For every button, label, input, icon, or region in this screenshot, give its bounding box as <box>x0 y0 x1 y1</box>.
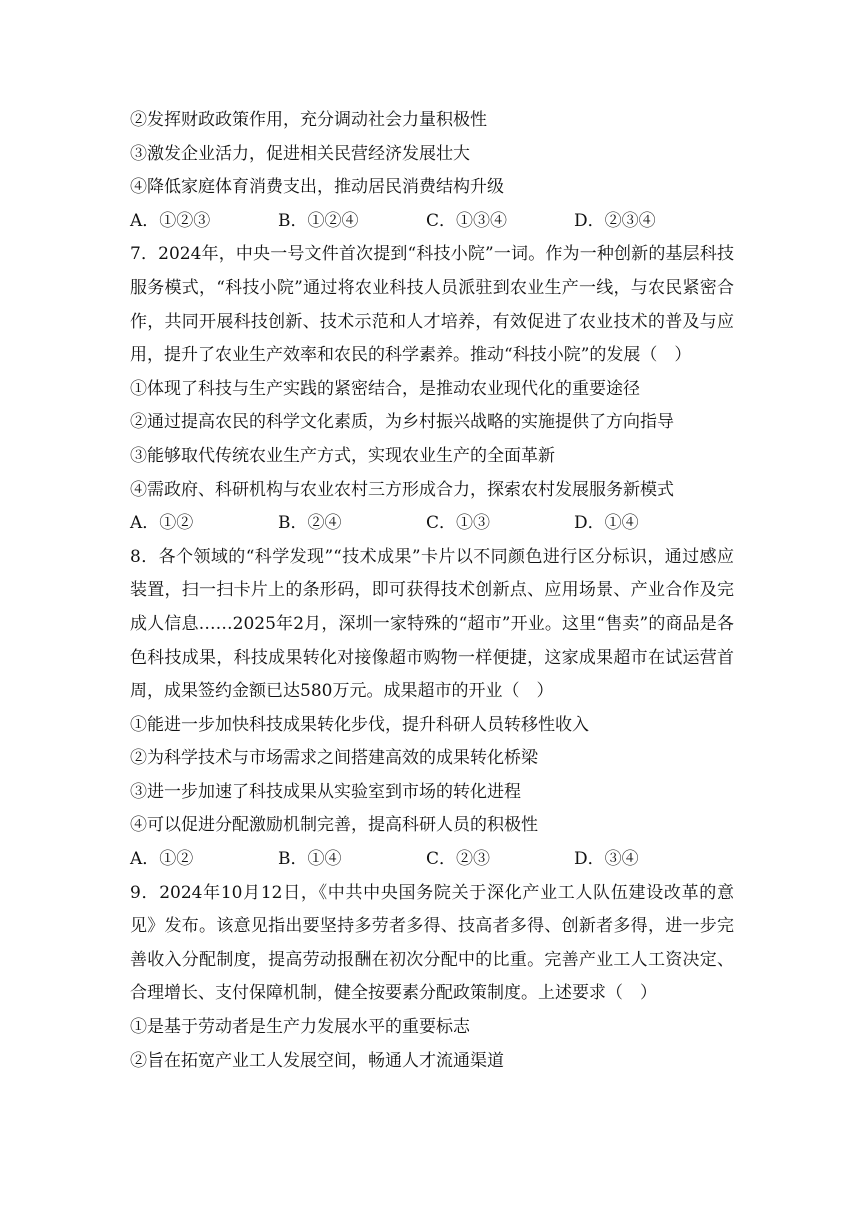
statement: ②旨在拓宽产业工人发展空间，畅通人才流通渠道 <box>130 1050 504 1071</box>
option-a[interactable]: A．①② <box>130 849 194 870</box>
option-a[interactable]: A．①②③ <box>130 210 211 231</box>
answer-options <box>130 507 734 541</box>
statement: ①能进一步加快科技成果转化步伐，提升科研人员转移性收入 <box>130 714 589 735</box>
statement: ④需政府、科研机构与农业农村三方形成合力，探索农村发展服务新模式 <box>130 479 674 500</box>
option-d[interactable]: D．②③④ <box>574 210 656 231</box>
option-d[interactable]: D．③④ <box>574 849 639 870</box>
question-8 <box>130 541 734 877</box>
question-stem: 7．2024年，中央一号文件首次提到“科技小院”一词。作为一种创新的基层科技服务模式，“科技小院”通过将农业科技人员派驻到农业生产一线，与农民紧密合作，共同开展科技创新、技术示范和人才培养，有效促进了农业技术的普及与应用，提升了农业生产效率和农民的科学素养。推动“科技小院”的发展（ ） <box>130 244 734 366</box>
question-9 <box>130 877 734 1079</box>
option-c[interactable]: C．①③ <box>426 513 491 534</box>
question-stem: 8．各个领域的“科学发现”“技术成果”卡片以不同颜色进行区分标识，通过感应装置，扫一扫卡片上的条形码，即可获得技术创新点、应用场景、产业合作及完成人信息……2025年2月，深圳一家特殊的“超市”开业。这里“售卖”的商品是各色科技成果，科技成果转化对接像超市购物一样便捷，这家成果超市在试运营首周，成果签约金额已达580万元。成果超市的开业（ ） <box>130 546 734 702</box>
page-content <box>130 104 734 1078</box>
option-d[interactable]: D．①④ <box>574 513 639 534</box>
statement: ④降低家庭体育消费支出，推动居民消费结构升级 <box>130 177 504 198</box>
statement: ②通过提高农民的科学文化素质，为乡村振兴战略的实施提供了方向指导 <box>130 412 674 433</box>
option-c[interactable]: C．②③ <box>426 849 491 870</box>
answer-options <box>130 205 734 239</box>
question-6 <box>130 104 734 238</box>
statement: ④可以促进分配激励机制完善，提高科研人员的积极性 <box>130 815 538 836</box>
option-b[interactable]: B．②④ <box>278 513 342 534</box>
statement: ①体现了科技与生产实践的紧密结合，是推动农业现代化的重要途径 <box>130 378 640 399</box>
statement: ③进一步加速了科技成果从实验室到市场的转化进程 <box>130 781 521 802</box>
option-b[interactable]: B．①②④ <box>278 210 359 231</box>
option-a[interactable]: A．①② <box>130 513 194 534</box>
option-c[interactable]: C．①③④ <box>426 210 508 231</box>
statement: ②为科学技术与市场需求之间搭建高效的成果转化桥梁 <box>130 748 538 769</box>
statement: ②发挥财政政策作用，充分调动社会力量积极性 <box>130 110 487 130</box>
question-7 <box>130 238 734 540</box>
answer-options <box>130 843 734 877</box>
statement: ③激发企业活力，促进相关民营经济发展壮大 <box>130 143 470 164</box>
option-b[interactable]: B．①④ <box>278 849 342 870</box>
statement: ③能够取代传统农业生产方式，实现农业生产的全面革新 <box>130 445 555 466</box>
question-stem: 9．2024年10月12日，《中共中央国务院关于深化产业工人队伍建设改革的意见》发布。该意见指出要坚持多劳者多得、技高者多得、创新者多得，进一步完善收入分配制度，提高劳动报酬在初次分配中的比重。完善产业工人工资决定、合理增长、支付保障机制，健全按要素分配政策制度。上述要求（ ） <box>130 882 734 1004</box>
statement: ①是基于劳动者是生产力发展水平的重要标志 <box>130 1017 470 1038</box>
